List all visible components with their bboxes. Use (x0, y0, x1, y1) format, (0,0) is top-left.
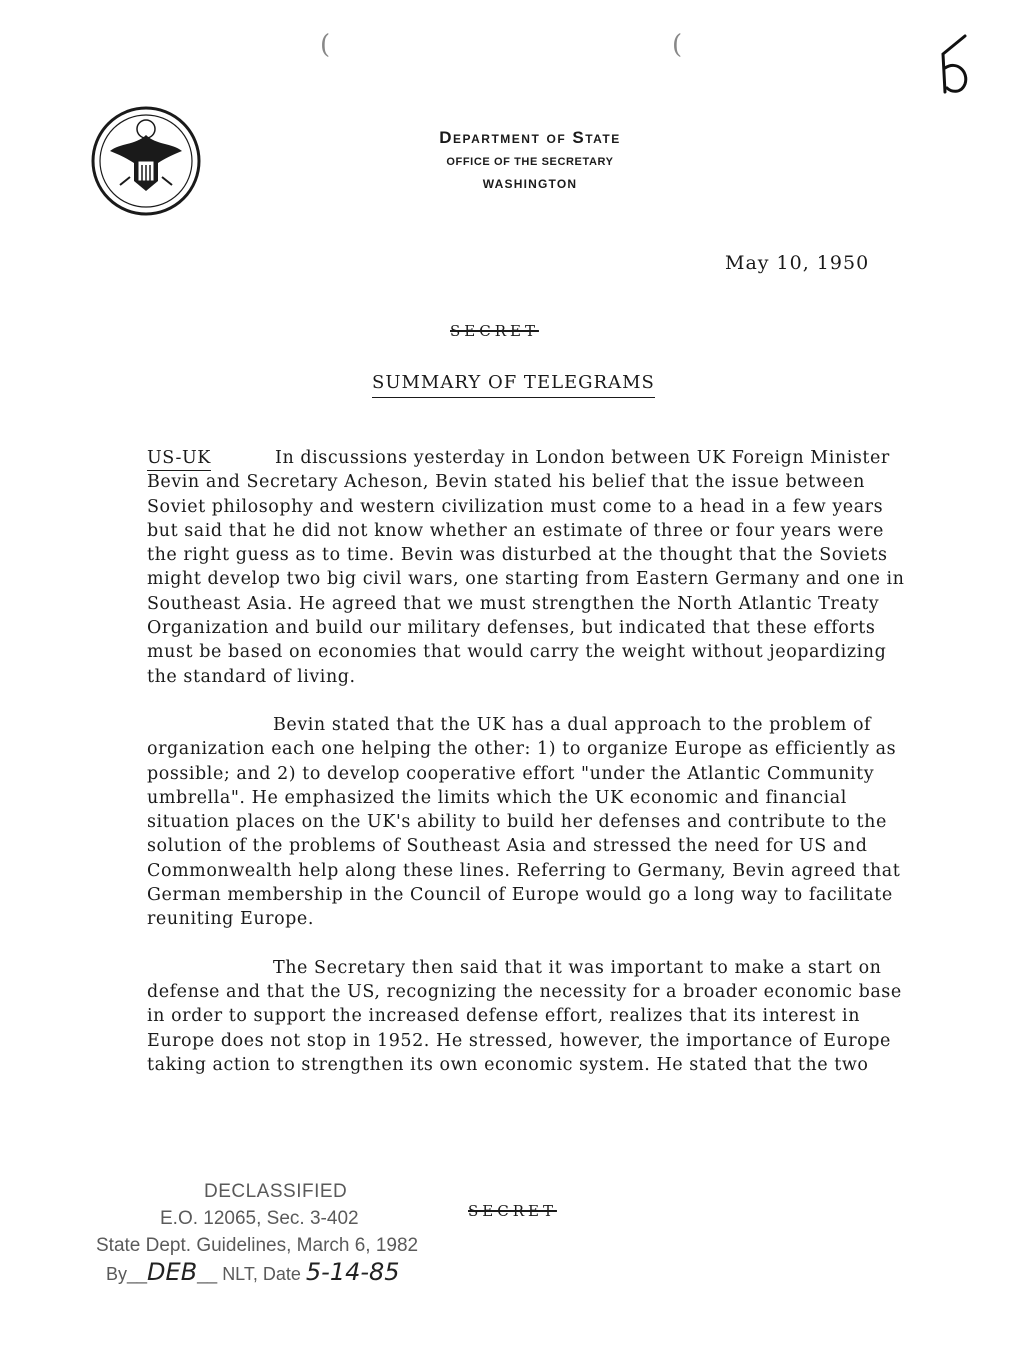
paragraph: Bevin stated that the UK has a dual approach to the problem of organization each one helping the other: 1) to organize Europe as efficiently as possible; and 2) to develop cooperative effort "under the Atlantic Community umbrella". He emphasized the limits which the UK economic and financial situation places on the UK's ability to build her defenses and contribute to the solution of the problems of Southeast Asia and stressed the need for US and Commonwealth help along these lines. Referring to Germany, Bevin agreed that German membership in the Council of Europe would go a long way to facilitate reuniting Europe. (147, 714, 901, 930)
punch-mark: ( (320, 30, 331, 60)
department-name: Department of State (439, 128, 621, 147)
letterhead (360, 128, 700, 191)
paragraph: The Secretary then said that it was important to make a start on defense and that the US, recognizing the necessity for a broader economic base in order to support the increased defense effort, realizes that its interest in Europe does not stop in 1952. He stressed, however, the importance of Europe taking action to strengthen its own economic system. He stated that the two (147, 957, 902, 1075)
nlt-label: NLT, Date (222, 1264, 301, 1284)
declass-date: 5-14-85 (305, 1258, 400, 1286)
classification-bottom: SECRET (468, 1202, 557, 1220)
department-seal-icon (90, 105, 202, 217)
stamp-line: E.O. 12065, Sec. 3-402 (160, 1208, 359, 1229)
punch-mark: ( (672, 30, 683, 60)
document-date: May 10, 1950 (725, 252, 870, 274)
stamp-line: State Dept. Guidelines, March 6, 1982 (96, 1235, 419, 1256)
declassification-stamp (96, 1178, 418, 1288)
classification-top: SECRET (450, 322, 539, 340)
city-name: WASHINGTON (482, 177, 578, 191)
document-body (147, 446, 907, 1101)
handwritten-page-mark (935, 32, 975, 102)
office-name: OFFICE OF THE SECRETARY (446, 156, 614, 168)
stamp-signature-line: By__DEB__ NLT, Date 5-14-85 (106, 1258, 400, 1286)
section-tag: US-UK (147, 446, 275, 470)
by-label: By (106, 1264, 128, 1284)
paragraph: US-UK In discussions yesterday in London between UK Foreign Minister Bevin and Secretary Acheson, Bevin stated his belief that the issue between Soviet philosophy and western civilization must come to a head in a few years but said that he did not know whether an estimate of three or four years were the right guess as to time. Bevin was disturbed at the thought that the Soviets might develop two big civil wars, one starting from Eastern Germany and one in Southeast Asia. He agreed that we must strengthen the North Atlantic Treaty Organization and build our military defenses, but indicated that these efforts must be based on economies that would carry the weight without jeopardizing the standard of living. (147, 448, 905, 687)
by-initials: DEB (147, 1258, 198, 1286)
stamp-line: DECLASSIFIED (204, 1181, 348, 1202)
document-title: SUMMARY OF TELEGRAMS (372, 372, 655, 398)
